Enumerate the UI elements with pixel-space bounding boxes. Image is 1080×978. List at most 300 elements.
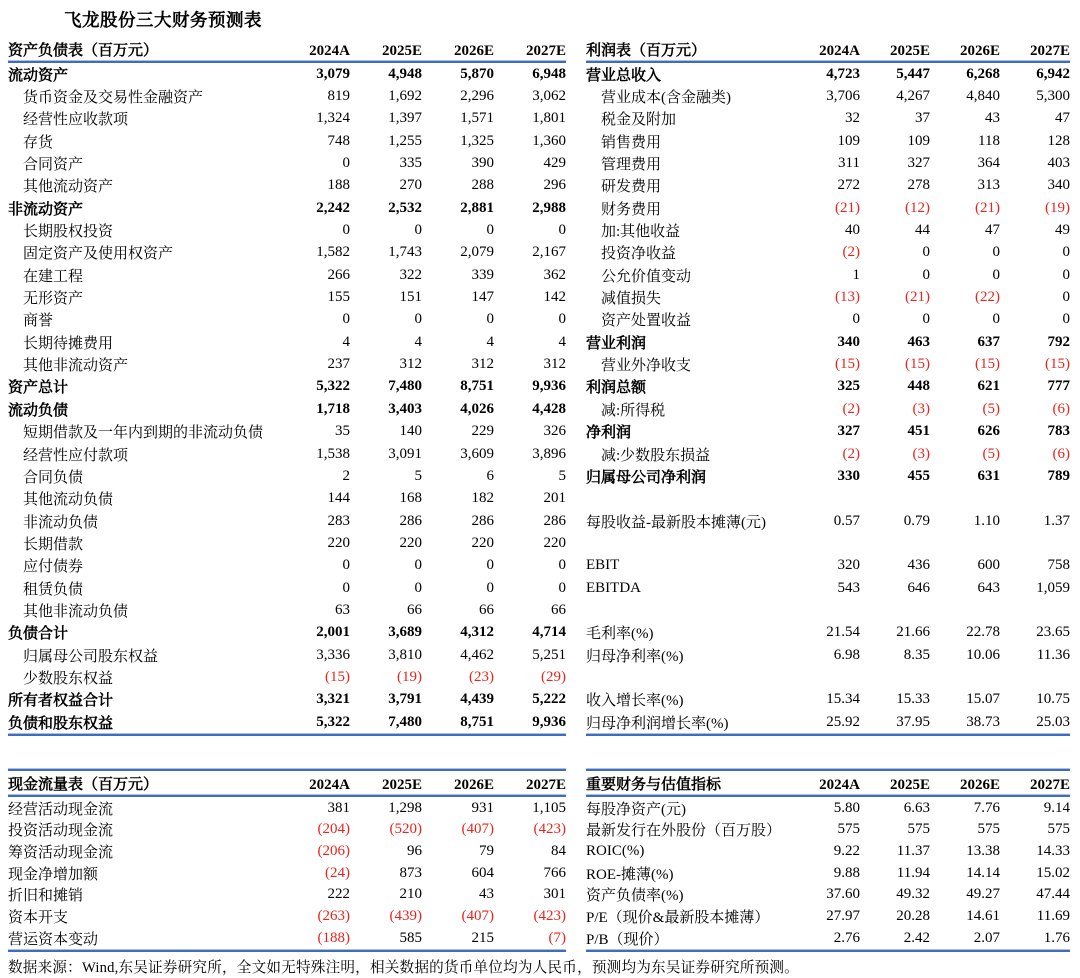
table-header-label: 资产负债表（百万元） [8,43,159,59]
cell-value: 0 [852,311,860,328]
row-label: 长期股权投资 [23,224,114,241]
cell-value: 49.32 [896,886,930,903]
table-bottom-rule [586,733,1070,736]
table-row [8,219,566,241]
cell-value: 3,062 [532,88,566,105]
cell-value: 4 [558,333,566,350]
cell-value: 631 [977,467,1000,484]
cell-value: 789 [1047,467,1070,484]
table-row [8,421,566,443]
column-header: 2024A [819,43,860,59]
cell-value: 340 [1047,177,1070,194]
page-title: 飞龙股份三大财务预测表 [64,10,262,30]
cell-value: 5,447 [896,65,930,82]
cell-value: 220 [399,534,422,551]
cell-value: 1.37 [1043,512,1070,529]
row-label: 折旧和摊销 [8,888,84,905]
row-label: 归属母公司净利润 [586,469,707,486]
table-row [8,689,566,711]
cell-value: 188 [327,177,350,194]
cell-value: 40 [845,222,860,239]
table-row [586,85,1070,107]
cell-value: (7) [548,929,566,946]
table-row [586,711,1070,733]
cell-value: 0 [558,579,566,596]
cell-value: 0 [1062,289,1070,306]
cell-value: 575 [837,821,860,838]
table-header-row [586,37,1070,60]
table-row [8,599,566,621]
cell-value: 14.33 [1036,843,1070,860]
row-label: 流动资产 [8,67,69,84]
cell-value: 210 [399,886,422,903]
cell-value: 312 [543,356,566,373]
cell-value: (15) [1045,356,1070,373]
row-label: 合同资产 [23,157,84,174]
cell-value: 47 [985,222,1000,239]
cell-value: (6) [1052,445,1070,462]
cell-value: 4,714 [532,624,566,641]
cell-value: 0 [558,222,566,239]
cell-value: 637 [977,333,1000,350]
cash-flow-table [8,768,566,952]
cell-value: 10.06 [966,646,1000,663]
cell-value: 1,397 [388,110,422,127]
cell-value: 777 [1047,378,1070,395]
cell-value: 3,403 [388,400,422,417]
cell-value: (29) [541,668,566,685]
row-label: EBIT [586,557,620,574]
row-label: 营运资本变动 [8,931,99,948]
cell-value: (21) [905,289,930,306]
table-row [586,175,1070,197]
cell-value: 575 [977,821,1000,838]
cell-value: (15) [325,668,350,685]
cell-value: 5,322 [316,713,350,730]
cell-value: 326 [543,423,566,440]
cell-value: 66 [551,601,566,618]
cell-value: 4,948 [388,65,422,82]
cell-value: (407) [461,908,494,925]
cell-value: 5,300 [1036,88,1070,105]
column-header: 2026E [959,43,1000,59]
table-header-label: 现金流量表（百万元） [8,777,159,794]
table-row [586,331,1070,353]
table-bottom-rule [8,733,566,736]
cell-value: 37 [915,110,930,127]
row-label: 长期借款 [23,536,84,553]
cell-value: (21) [835,199,860,216]
column-header: 2025E [381,43,422,59]
cell-value: 220 [327,534,350,551]
cell-value: 2.42 [903,929,930,946]
cell-value: 819 [327,88,350,105]
table-row [8,398,566,420]
row-label: 投资活动现金流 [8,823,114,840]
cell-value: 9.88 [833,864,860,881]
cell-value: 11.37 [896,843,930,860]
table-row [586,622,1070,644]
cell-value: 4 [414,333,422,350]
table-row [8,63,566,85]
row-label: 少数股东权益 [23,670,114,687]
cell-value: 783 [1047,423,1070,440]
cell-value: 1.10 [973,512,1000,529]
cell-value: 0.57 [833,512,860,529]
column-header: 2027E [1029,777,1070,794]
table-row [586,532,1070,554]
cell-value: 140 [399,423,422,440]
table-row [8,108,566,130]
table-bottom-rule [586,949,1070,952]
table-row [586,599,1070,621]
cell-value: 14.61 [966,908,1000,925]
cell-value: 600 [977,557,1000,574]
cell-value: 63 [335,601,350,618]
cell-value: 0 [486,557,494,574]
cell-value: 9,936 [532,378,566,395]
table-row [8,242,566,264]
cell-value: 4,462 [460,646,494,663]
column-header: 2025E [381,777,422,794]
cell-value: 0 [922,244,930,261]
cell-value: 155 [327,289,350,306]
table-header-label: 重要财务与估值指标 [586,777,722,794]
cell-value: 1,801 [532,110,566,127]
cell-value: 1,255 [388,132,422,149]
cell-value: 301 [543,886,566,903]
row-label: 经营性应付款项 [23,447,129,464]
table-row [586,398,1070,420]
table-row [586,862,1070,884]
cell-value: 10.75 [1036,691,1070,708]
cell-value: 1,105 [532,799,566,816]
table-row [8,376,566,398]
cell-value: 4 [486,333,494,350]
cell-value: 286 [471,512,494,529]
row-label: 每股净资产(元) [586,801,686,818]
cell-value: 0 [1062,266,1070,283]
row-label: 归母净利润增长率(%) [586,715,729,732]
table-row [586,421,1070,443]
cell-value: 364 [977,155,1000,172]
cell-value: (2) [842,445,860,462]
table-row [586,108,1070,130]
table-header-row [8,771,566,794]
cell-value: 5,222 [532,691,566,708]
cell-value: 286 [399,512,422,529]
row-label: 毛利率(%) [586,626,654,643]
cell-value: 327 [837,423,860,440]
row-label: 流动负债 [8,402,69,419]
balance-sheet-table [8,37,566,736]
table-row [8,443,566,465]
table-row [586,510,1070,532]
cell-value: 7,480 [388,713,422,730]
cell-value: 312 [399,356,422,373]
table-bottom-rule [8,949,566,952]
row-label: 净利润 [586,425,632,442]
cell-value: 2.07 [973,929,1000,946]
cell-value: 1.76 [1043,929,1070,946]
cell-value: 0 [922,266,930,283]
cell-value: 118 [978,132,1000,149]
table-row [586,819,1070,841]
cell-value: 390 [471,155,494,172]
cell-value: 25.92 [826,713,860,730]
cell-value: 0 [342,557,350,574]
row-label: 归母净利率(%) [586,648,684,665]
cell-value: 381 [327,799,350,816]
table-row [586,906,1070,928]
row-label: 税金及附加 [601,112,677,129]
cell-value: 2,167 [532,244,566,261]
table-row [8,488,566,510]
cell-value: 451 [907,423,930,440]
cell-value: 182 [471,490,494,507]
row-label: EBITDA [586,579,641,596]
table-row [8,264,566,286]
table-row [8,85,566,107]
cell-value: 49 [1055,222,1070,239]
row-label: 资产处置收益 [601,313,692,330]
row-label: 资产总计 [8,380,69,397]
cell-value: 43 [985,110,1000,127]
cell-value: 147 [471,289,494,306]
cell-value: 278 [907,177,930,194]
cell-value: 4,439 [460,691,494,708]
cell-value: 322 [399,266,422,283]
row-label: 营业利润 [586,335,647,352]
column-header: 2027E [525,777,566,794]
cell-value: 109 [907,132,930,149]
table-row [586,443,1070,465]
top-tables [0,37,1080,736]
cell-value: 0 [342,579,350,596]
row-label: 其他流动资产 [23,179,114,196]
cell-value: 44 [915,222,930,239]
table-row [8,286,566,308]
income-statement-table [586,37,1070,736]
table-row [8,197,566,219]
cell-value: 3,091 [388,445,422,462]
row-label: 减值损失 [601,291,662,308]
cell-value: 20.28 [896,908,930,925]
table-row [586,666,1070,688]
cell-value: 286 [543,512,566,529]
cell-value: 7,480 [388,378,422,395]
cell-value: 1,692 [388,88,422,105]
cell-value: 11.69 [1036,908,1070,925]
table-row [8,577,566,599]
cell-value: 6.63 [903,799,930,816]
cell-value: 1,743 [388,244,422,261]
cell-value: 0 [558,311,566,328]
cell-value: 38.73 [966,713,1000,730]
table-row [586,797,1070,819]
cell-value: 1,360 [532,132,566,149]
cell-value: 1 [852,266,860,283]
cell-value: 35 [335,423,350,440]
row-label: 资产负债率(%) [586,888,684,905]
cell-value: 0 [414,579,422,596]
cell-value: (15) [975,356,1000,373]
cell-value: 931 [471,799,494,816]
cell-value: (206) [317,843,350,860]
cell-value: 0 [992,311,1000,328]
row-label: 货币资金及交易性金融资产 [23,90,204,107]
cell-value: 15.07 [966,691,1000,708]
cell-value: 266 [327,266,350,283]
cell-value: 330 [837,467,860,484]
cell-value: 237 [327,356,350,373]
table-header-row [8,37,566,60]
cell-value: 13.38 [966,843,1000,860]
row-label: 其他非流动资产 [23,358,129,375]
cell-value: 0 [992,244,1000,261]
cell-value: 21.66 [896,624,930,641]
cell-value: 5 [558,467,566,484]
row-label: P/B（现价） [586,931,669,948]
cell-value: (24) [325,864,350,881]
cell-value: 6.98 [833,646,860,663]
table-row [8,532,566,554]
cell-value: 3,706 [826,88,860,105]
cell-value: 0 [1062,244,1070,261]
cell-value: 455 [907,467,930,484]
cell-value: 25.03 [1036,713,1070,730]
cell-value: 270 [399,177,422,194]
cell-value: 66 [479,601,494,618]
cell-value: 0 [414,311,422,328]
column-header: 2025E [889,43,930,59]
cell-value: 463 [907,333,930,350]
cell-value: 543 [837,579,860,596]
cell-value: 3,810 [388,646,422,663]
cell-value: 0 [342,222,350,239]
cell-value: 15.33 [896,691,930,708]
cell-value: 7.76 [973,799,1000,816]
column-header: 2024A [309,43,350,59]
table-row [8,130,566,152]
row-label: P/E（现价&最新股本摊薄） [586,910,770,927]
row-label: 其他流动负债 [23,492,114,509]
row-label: 租赁负债 [23,581,84,598]
cell-value: 6 [486,467,494,484]
cell-value: 84 [551,843,566,860]
column-header: 2025E [889,777,930,794]
source-note: 数据来源：Wind,东吴证券研究所，全文如无特殊注明，相关数据的货币单位均为人民币，预测均为东吴证券研究所预测。 [8,960,799,977]
row-label: 减:所得税 [601,402,666,419]
cell-value: (22) [975,289,1000,306]
cell-value: 9.14 [1043,799,1070,816]
cell-value: 3,079 [316,65,350,82]
cell-value: 339 [471,266,494,283]
cell-value: 66 [407,601,422,618]
cell-value: 0 [342,311,350,328]
cell-value: 0 [486,579,494,596]
cell-value: 0 [1062,311,1070,328]
table-row [586,152,1070,174]
cell-value: 37.95 [896,713,930,730]
cell-value: 4,267 [896,88,930,105]
table-row [8,152,566,174]
cell-value: 1,582 [316,244,350,261]
cell-value: 335 [399,155,422,172]
cell-value: 1,298 [388,799,422,816]
cell-value: 168 [399,490,422,507]
table-row [8,711,566,733]
row-label: 非流动负债 [23,514,99,531]
cell-value: 311 [838,155,860,172]
cell-value: 79 [479,843,494,860]
row-label: 最新发行在外股份（百万股） [586,823,782,840]
cell-value: 3,896 [532,445,566,462]
cell-value: 320 [837,557,860,574]
cell-value: (188) [317,929,350,946]
row-label: 所有者权益合计 [8,693,114,710]
table-row [8,331,566,353]
cell-value: 1,059 [1036,579,1070,596]
cell-value: 873 [399,864,422,881]
cell-value: (520) [389,821,422,838]
table-row [8,666,566,688]
cell-value: (3) [912,445,930,462]
row-label: 其他非流动负债 [23,603,129,620]
cell-value: 585 [399,929,422,946]
table-row [8,555,566,577]
table-row [8,510,566,532]
table-row [586,264,1070,286]
cell-value: 4,428 [532,400,566,417]
table-row [586,353,1070,375]
cell-value: 748 [327,132,350,149]
cell-value: 0 [486,311,494,328]
table-row [586,130,1070,152]
cell-value: (19) [397,668,422,685]
cell-value: (2) [842,400,860,417]
row-label: 长期待摊费用 [23,335,114,352]
column-header: 2024A [309,777,350,794]
row-label: 营业总收入 [586,67,662,84]
cell-value: 6,942 [1036,65,1070,82]
row-label: 应付债券 [23,559,84,576]
cell-value: (5) [982,400,1000,417]
table-row [8,353,566,375]
cell-value: (15) [835,356,860,373]
table-row [8,465,566,487]
cell-value: (407) [461,821,494,838]
cell-value: 3,791 [388,691,422,708]
row-label: 负债和股东权益 [8,715,114,732]
cell-value: 403 [1047,155,1070,172]
cell-value: 151 [399,289,422,306]
cell-value: 792 [1047,333,1070,350]
cell-value: 1,325 [460,132,494,149]
row-label: 经营性应收款项 [23,112,129,129]
cell-value: 47.44 [1036,886,1070,903]
row-label: 存货 [23,134,54,151]
cell-value: 32 [845,110,860,127]
cell-value: 4 [342,333,350,350]
cell-value: 8.35 [903,646,930,663]
row-label: 资本开支 [8,910,69,927]
cell-value: 1,324 [316,110,350,127]
table-row [586,644,1070,666]
row-label: 经营活动现金流 [8,801,114,818]
cell-value: 220 [543,534,566,551]
row-label: 筹资活动现金流 [8,845,114,862]
